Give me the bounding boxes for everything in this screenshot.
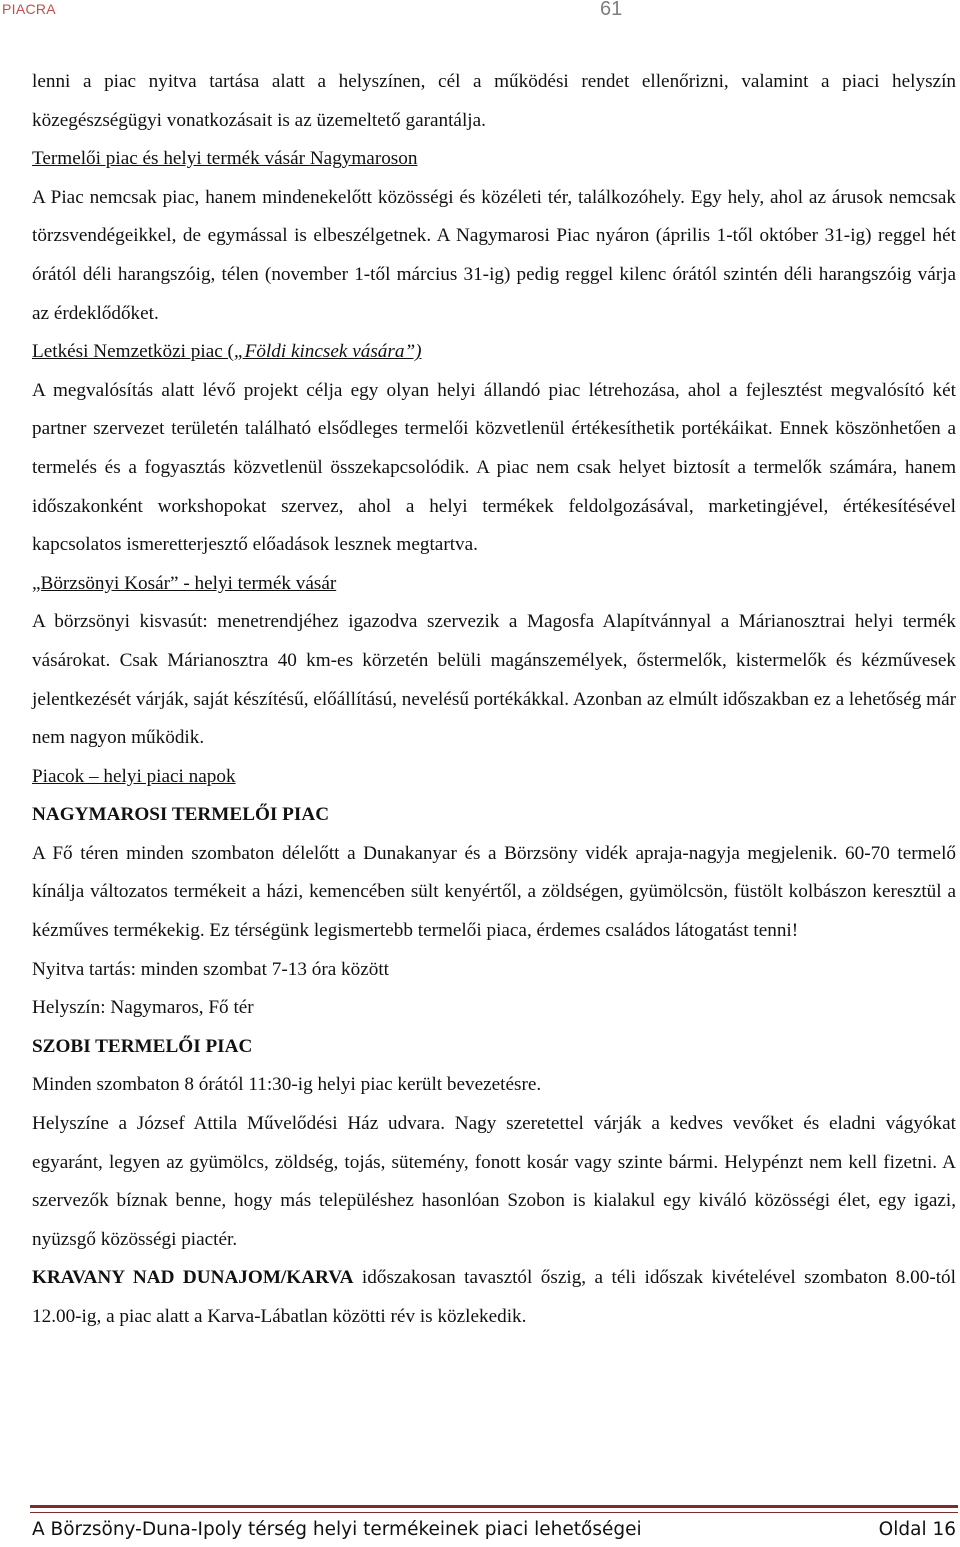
location: Helyszín: Nagymaros, Fő tér (32, 997, 254, 1019)
footer-page-label: Oldal 16 (878, 1519, 956, 1540)
heading-letkes-main: Letkési Nemzetközi piac ( (32, 341, 234, 363)
heading-letkes-italic: „Földi kincsek vására”) (233, 341, 422, 363)
paragraph-karva (32, 1259, 956, 1336)
heading-szobi-termeloi-piac: SZOBI TERMELŐI PIAC (32, 1035, 253, 1057)
heading-nagymarosi-termeloi-piac: NAGYMAROSI TERMELŐI PIAC (32, 804, 330, 826)
karva-title: KRAVANY NAD DUNAJOM/KARVA (32, 1267, 354, 1289)
paragraph-borzsonyi-kosar: A börzsönyi kisvasút: menetrendjéhez igazodva szervezik a Magosfa Alapítvánnyal a Márianosztrai helyi termék vásárokat. Csak Márianosztra 40 km-es körzetén belüli magánszemélyek, őstermelők, kistermelők és kézművesek jelentkezését várják, saját készítésű, előállítású, nevelésű portékákkal. Azonban az elmúlt időszakban ez a lehetőség már nem nagyon működik. (32, 611, 956, 749)
running-header-page-number: 61 (600, 0, 623, 20)
heading-nagymaros-market: Termelői piac és helyi termék vásár Nagymaroson (32, 148, 418, 170)
paragraph-nagymaros-market: A Piac nemcsak piac, hanem mindenekelőtt közösségi és közéleti tér, találkozóhely. Egy hely, ahol az árusok nemcsak törzsvendégeikkel, de egymással is elbeszélgetnek. A Nagymarosi Piac nyáron (április 1-től október 31-ig) reggel hét órától déli harangszóig, télen (november 1-től március 31-ig) pedig reggel kilenc órától szintén déli harangszóig várja az érdeklődőket. (32, 186, 956, 324)
heading-borzsonyi-kosar: „Börzsönyi Kosár” - helyi termék vásár (32, 572, 337, 594)
paragraph-intro: lenni a piac nyitva tartása alatt a helyszínen, cél a működési rendet ellenőrizni, valamint a piaci helyszín közegészségügyi vonatkozásait is az üzemeltető garantálja. (32, 71, 956, 131)
heading-market-days: Piacok – helyi piaci napok (32, 765, 236, 787)
paragraph-szob-details: Helyszíne a József Attila Művelődési Ház udvara. Nagy szeretettel várják a kedves vevőket és eladni vágyókat egyaránt, legyen az gyümölcs, zöldség, tojás, sütemény, fonott kosár vagy szinte bármi. Helypénzt nem kell fizetni. A szervezők bíznak benne, hogy más településhez hasonlóan Szobon is kialakul egy kiváló közösségi élet, egy igazi, nyüzsgő közösségi piactér. (32, 1113, 956, 1250)
document-body (32, 63, 956, 1337)
karva-text: időszakosan tavasztól őszig, a téli időszak kivételével szombaton 8.00-tól 12.00-ig, a piac alatt a Karva-Lábatlan közötti rév is közlekedik. (32, 1267, 956, 1327)
paragraph-szob-schedule: Minden szombaton 8 órától 11:30-ig helyi piac került bevezetésre. (32, 1074, 542, 1096)
footer-document-title: A Börzsöny-Duna-Ipoly térség helyi termékeinek piaci lehetőségei (32, 1519, 642, 1540)
paragraph-nagymarosi-termeloi-piac: A Fő téren minden szombaton délelőtt a Dunakanyar és a Börzsöny vidék apraja-nagyja megjelenik. 60-70 termelő kínálja változatos termékeit a házi, kemencében sült kenyértől, a zöldségen, gyümölcsön, füstölt kolbászon keresztül a kézműves termékekig. Ez térségünk legismertebb termelői piaca, érdemes családos látogatást tenni! (32, 842, 956, 942)
footer-divider (30, 1505, 958, 1513)
heading-letkes-market (32, 333, 956, 372)
paragraph-letkes-market: A megvalósítás alatt lévő projekt célja egy olyan helyi állandó piac létrehozása, ahol a fejlesztést megvalósító két partner szervezet területén található elsődleges termelői közvetlenül értékesíthetik portékáikat. Ennek köszönhetően a termelés és a fogyasztás közvetlenül összekapcsolódik. A piac nem csak helyet biztosít a termelők számára, hanem időszakonként workshopokat szervez, ahol a helyi termékek feldolgozásával, marketingjével, értékesítésével kapcsolatos ismeretterjesztő előadások lesznek megtartva. (32, 379, 956, 556)
running-header-section: PIACRA (2, 1, 56, 17)
opening-hours: Nyitva tartás: minden szombat 7-13 óra között (32, 958, 390, 980)
